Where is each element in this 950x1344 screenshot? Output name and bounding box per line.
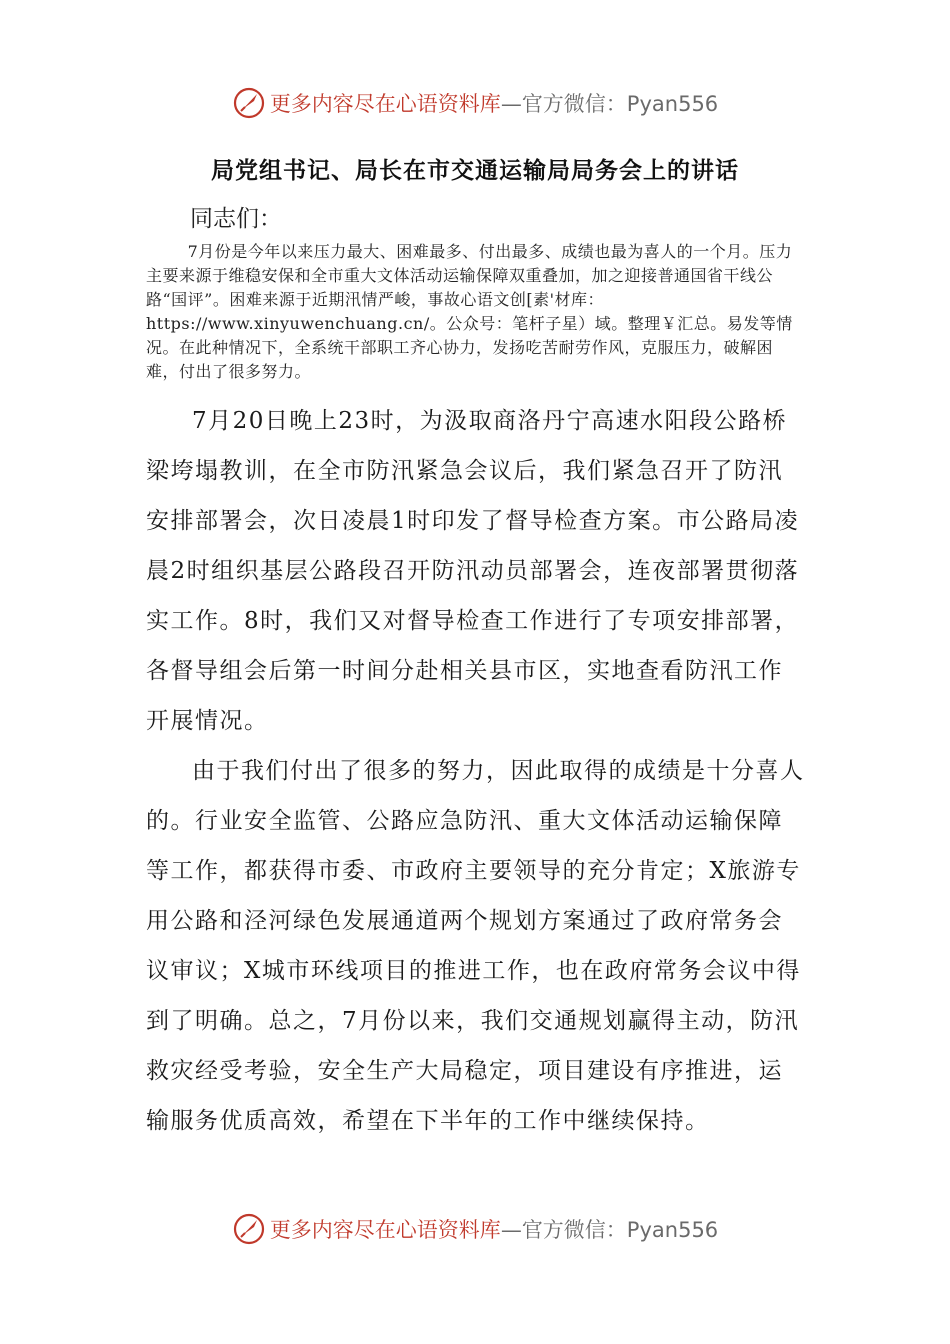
banner-wechat: —官方微信：Pyan556 xyxy=(500,1218,719,1242)
footer-watermark-banner xyxy=(0,1206,950,1252)
banner-text xyxy=(270,1214,718,1244)
paragraph-3: 由于我们付出了很多的努力，因此取得的成绩是十分喜人的。行业安全监管、公路应急防汛、重大文体活动运输保障等工作，都获得市委、市政府主要领导的充分肯定；X旅游专用公路和泾河绿色发展通道两个规划方案通过了政府常务会议审议；X城市环线项目的推进工作，也在政府常务会议中得到了明确。总之，7月份以来，我们交通规划赢得主动，防汛救灾经受考验，安全生产大局稳定，项目建设有序推进，运输服务优质高效，希望在下半年的工作中继续保持。 xyxy=(146,758,805,1134)
banner-wechat: —官方微信：Pyan556 xyxy=(500,92,719,116)
banner-text xyxy=(270,88,718,118)
banner-site-name: 更多内容尽在心语资料库 xyxy=(269,92,501,116)
quill-circle-icon xyxy=(232,86,266,120)
document-title: 局党组书记、局长在市交通运输局局务会上的讲话 xyxy=(211,157,739,184)
paragraph-2: 7月20日晚上23时，为汲取商洛丹宁高速水阳段公路桥梁垮塌教训，在全市防汛紧急会议后，我们紧急召开了防汛安排部署会，次日凌晨1时印发了督导检查方案。市公路局凌晨2时组织基层公路段召开防汛动员部署会，连夜部署贯彻落实工作。8时，我们又对督导检查工作进行了专项安排部署，各督导组会后第一时间分赴相关县市区，实地查看防汛工作开展情况。 xyxy=(146,408,800,734)
paragraph-1: 7月份是今年以来压力最大、困难最多、付出最多、成绩也最为喜人的一个月。压力主要来源于维稳安保和全市重大文体活动运输保障双重叠加，加之迎接普通国省干线公路“国评”。困难来源于近期汛情严峻，事故心语文创[素'材库：https://www.xinyuwenchuang.cn/。公众号：笔杆子星）域。整理￥汇总。易发等情况。在此种情况下，全系统干部职工齐心协力，发扬吃苦耐劳作风，克服压力，破解困难，付出了很多努力。 xyxy=(146,242,793,381)
salutation: 同志们： xyxy=(190,206,282,232)
quill-circle-icon xyxy=(232,1212,266,1246)
header-watermark-banner xyxy=(0,80,950,126)
banner-site-name: 更多内容尽在心语资料库 xyxy=(269,1218,501,1242)
